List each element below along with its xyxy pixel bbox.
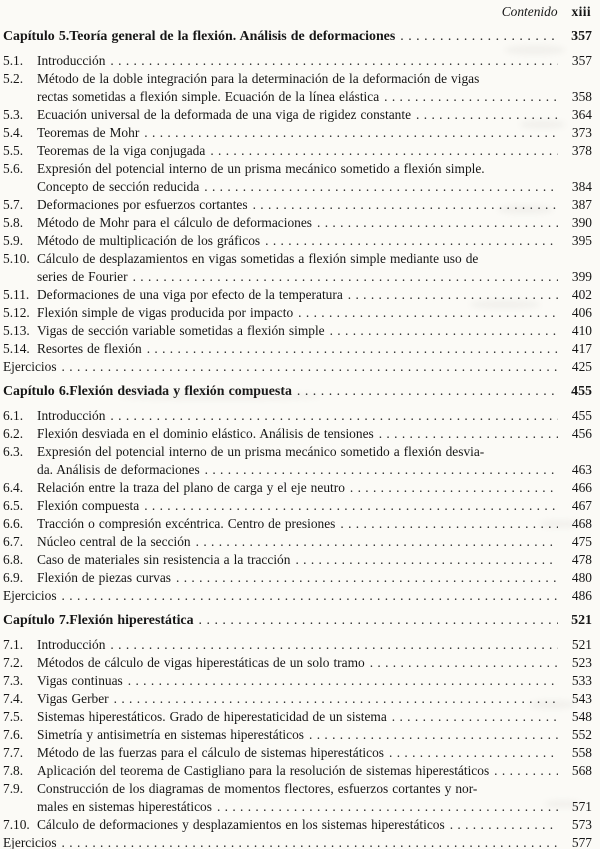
dot-leader: [330, 322, 558, 340]
dot-leader: [297, 383, 558, 401]
entry-text-line: Método de la doble integración para la determinación de la deformación de vigas: [37, 71, 480, 86]
entry-body: [37, 569, 592, 587]
dot-leader: [114, 690, 558, 708]
entry-title: Introducción: [37, 637, 106, 652]
entry-page-number: 373: [571, 125, 592, 140]
chapter-title: Teoría general de la flexión. Análisis de deformaciones: [69, 29, 396, 44]
chapter-page-number: 357: [571, 29, 592, 44]
entry-title: Ejercicios: [3, 588, 57, 603]
entry-title: Aplicación del teorema de Castigliano para la resolución de sistemas hiperestáticos: [37, 763, 490, 778]
dot-leader: [144, 124, 558, 142]
section-number: 7.1.: [3, 637, 24, 652]
dot-leader: [379, 425, 558, 443]
entry-body: [37, 443, 592, 479]
entry-page-number: 558: [571, 745, 592, 760]
entry-page-number: 466: [571, 480, 592, 495]
dot-leader: [199, 612, 558, 630]
entry-page-number: 417: [571, 341, 592, 356]
section-number: 7.7.: [3, 745, 24, 760]
entry-page-number: 521: [571, 637, 592, 652]
section-number: 6.5.: [3, 498, 24, 513]
entry-title: Sistemas hiperestáticos. Grado de hiperestaticidad de un sistema: [37, 709, 387, 724]
section-number: 6.1.: [3, 408, 24, 423]
dot-leader: [176, 569, 558, 587]
entry-page-number: 390: [571, 215, 592, 230]
toc-entry: [3, 744, 592, 762]
dot-leader: [217, 798, 558, 816]
entry-title: series de Fourier: [37, 269, 128, 284]
entry-title: Flexión desviada en el dominio elástico. Análisis de tensiones: [37, 426, 374, 441]
dot-leader: [309, 726, 558, 744]
section-number: 5.10.: [3, 251, 30, 266]
entry-body: [37, 425, 592, 443]
entry-title: Simetría y antisimetría en sistemas hiperestáticos: [37, 727, 305, 742]
dot-leader: [298, 304, 558, 322]
toc-entry: [3, 160, 592, 196]
entry-title: Métodos de cálculo de vigas hiperestáticas de un solo tramo: [37, 655, 365, 670]
toc-entry: [3, 636, 592, 654]
entry-body: [3, 834, 592, 849]
entry-title: Caso de materiales sin resistencia a la tracción: [37, 552, 291, 567]
entry-title: Ejercicios: [3, 835, 57, 849]
entry-page-number: 358: [571, 89, 592, 104]
toc-entry: [3, 497, 592, 515]
entry-page-number: 478: [571, 552, 592, 567]
entry-body: [37, 304, 592, 322]
entry-title: Tracción o compresión excéntrica. Centro de presiones: [37, 516, 336, 531]
entry-last-line: [37, 106, 592, 124]
section-number: 7.4.: [3, 691, 24, 706]
chapter-heading: [3, 383, 592, 401]
entry-title: da. Análisis de deformaciones: [37, 462, 200, 477]
entry-page-number: 475: [571, 534, 592, 549]
section-number: 6.7.: [3, 534, 24, 549]
chapter-label: Capítulo 6.: [3, 384, 70, 399]
toc-entry: [3, 322, 592, 340]
section-number: 6.2.: [3, 426, 24, 441]
entry-page-number: 568: [571, 763, 592, 778]
dot-leader: [317, 214, 558, 232]
toc-entry: [3, 654, 592, 672]
entry-page-number: 364: [571, 107, 592, 122]
entry-body: [37, 124, 592, 142]
entry-last-line: [37, 798, 592, 816]
entry-page-number: 523: [571, 655, 592, 670]
entry-page-number: 573: [571, 817, 592, 832]
entry-last-line: [37, 636, 592, 654]
entry-body: [37, 214, 592, 232]
section-number: 5.11.: [3, 287, 30, 302]
entry-body: [37, 816, 592, 834]
toc-entry: [3, 551, 592, 569]
section-number: 5.8.: [3, 215, 24, 230]
entry-title: Deformaciones por esfuerzos cortantes: [37, 197, 248, 212]
entry-title: Vigas continuas: [37, 673, 123, 688]
entry-title: Método de las fuerzas para el cálculo de sistemas hiperestáticos: [37, 745, 384, 760]
toc-entry: [3, 834, 592, 849]
section-number: 5.7.: [3, 197, 24, 212]
chapter-page-number: 455: [571, 384, 592, 399]
section-number: 7.2.: [3, 655, 24, 670]
entry-last-line: [37, 340, 592, 358]
toc-entry: [3, 250, 592, 286]
entry-page-number: 571: [571, 799, 592, 814]
entry-title: Flexión de piezas curvas: [37, 570, 172, 585]
dot-leader: [450, 816, 558, 834]
entry-text-line: Cálculo de desplazamientos en vigas sometidas a flexión simple mediante uso de: [37, 251, 479, 266]
entry-page-number: 463: [571, 462, 592, 477]
running-header: [3, 3, 592, 21]
section-number: 7.10.: [3, 817, 30, 832]
entry-body: [37, 636, 592, 654]
entry-last-line: [37, 142, 592, 160]
dot-leader: [62, 834, 558, 849]
folio-page-number: xiii: [571, 4, 591, 19]
toc-entry: [3, 142, 592, 160]
section-number: 7.5.: [3, 709, 24, 724]
entry-title: males en sistemas hiperestáticos: [37, 799, 212, 814]
entry-page-number: 357: [571, 53, 592, 68]
toc-entry: [3, 304, 592, 322]
dot-leader: [295, 551, 558, 569]
section-number: 6.3.: [3, 444, 24, 459]
dot-leader: [370, 654, 558, 672]
toc-entry: [3, 515, 592, 533]
entry-page-number: 486: [571, 588, 592, 603]
entry-body: [37, 479, 592, 497]
section-number: 6.9.: [3, 570, 24, 585]
entry-page-number: 468: [571, 516, 592, 531]
entry-body: [37, 708, 592, 726]
section-number: 7.3.: [3, 673, 24, 688]
entry-last-line: [37, 124, 592, 142]
entry-last-line: [37, 515, 592, 533]
entry-last-line: [37, 461, 592, 479]
entry-last-line: [37, 178, 592, 196]
entry-last-line: [37, 708, 592, 726]
section-number: 5.1.: [3, 53, 24, 68]
chapter-title: Flexión hiperestática: [69, 613, 194, 628]
toc-entry: [3, 214, 592, 232]
entry-text-line: Expresión del potencial interno de un prisma mecánico sometido a flexión simple.: [37, 161, 485, 176]
section-number: 5.2.: [3, 71, 24, 86]
dot-leader: [384, 88, 558, 106]
entry-title: Introducción: [37, 53, 106, 68]
entry-body: [37, 250, 592, 286]
entry-page-number: 378: [571, 143, 592, 158]
entry-title: Deformaciones de una viga por efecto de la temperatura: [37, 287, 343, 302]
entry-title: Vigas de sección variable sometidas a flexión simple: [37, 323, 325, 338]
entry-body: [37, 762, 592, 780]
section-number: 6.4.: [3, 480, 24, 495]
entry-body: [3, 587, 592, 605]
entry-page-number: 467: [571, 498, 592, 513]
entry-body: [37, 497, 592, 515]
running-title: Contenido: [501, 4, 558, 19]
entry-title: Resortes de flexión: [37, 341, 142, 356]
entry-page-number: 456: [571, 426, 592, 441]
entry-body: [37, 726, 592, 744]
entry-body: [37, 654, 592, 672]
entry-last-line: [37, 52, 592, 70]
entry-last-line: [37, 744, 592, 762]
entry-last-line: [37, 322, 592, 340]
dot-leader: [348, 286, 558, 304]
entry-last-line: [37, 268, 592, 286]
entry-body: [37, 142, 592, 160]
section-number: 7.8.: [3, 763, 24, 778]
section-number: 6.8.: [3, 552, 24, 567]
entry-page-number: 384: [571, 179, 592, 194]
entry-body: [37, 160, 592, 196]
section-number: 5.3.: [3, 107, 24, 122]
toc-entry: [3, 587, 592, 605]
entry-last-line: [37, 286, 592, 304]
toc-entry: [3, 70, 592, 106]
entry-last-line: [3, 358, 592, 376]
toc-entry: [3, 52, 592, 70]
dot-leader: [205, 461, 558, 479]
dot-leader: [133, 268, 558, 286]
dot-leader: [350, 479, 558, 497]
entry-title: Flexión compuesta: [37, 498, 140, 513]
entry-page-number: 577: [571, 835, 592, 849]
dot-leader: [144, 497, 558, 515]
dot-leader: [128, 672, 558, 690]
entry-last-line: [37, 533, 592, 551]
toc-entry: [3, 569, 592, 587]
dot-leader: [204, 178, 558, 196]
entry-page-number: 395: [571, 233, 592, 248]
dot-leader: [210, 142, 558, 160]
entry-title: Ecuación universal de la deformada de una viga de rigidez constante: [37, 107, 412, 122]
section-number: 5.6.: [3, 161, 24, 176]
entry-title: Teoremas de la viga conjugada: [37, 143, 206, 158]
entry-body: [37, 690, 592, 708]
entry-title: Ejercicios: [3, 359, 57, 374]
toc-entry: [3, 407, 592, 425]
entry-page-number: 548: [571, 709, 592, 724]
entry-last-line: [37, 425, 592, 443]
toc-entry: [3, 479, 592, 497]
section-number: 5.5.: [3, 143, 24, 158]
toc-entry: [3, 726, 592, 744]
toc-entry: [3, 708, 592, 726]
entry-last-line: [37, 569, 592, 587]
dot-leader: [400, 28, 558, 46]
entry-body: [37, 744, 592, 762]
entry-title: Cálculo de deformaciones y desplazamientos en los sistemas hiperestáticos: [37, 817, 445, 832]
dot-leader: [110, 636, 558, 654]
entry-last-line: [3, 834, 592, 849]
toc-entry: [3, 106, 592, 124]
entry-body: [37, 551, 592, 569]
chapter-label: Capítulo 5.: [3, 29, 70, 44]
dot-leader: [416, 106, 558, 124]
entry-page-number: 406: [571, 305, 592, 320]
entry-title: Introducción: [37, 408, 106, 423]
entry-body: [37, 106, 592, 124]
entry-page-number: 425: [571, 359, 592, 374]
dot-leader: [147, 340, 558, 358]
entry-page-number: 410: [571, 323, 592, 338]
entry-body: [37, 286, 592, 304]
entry-last-line: [37, 479, 592, 497]
dot-leader: [253, 196, 558, 214]
chapter-title: Flexión desviada y flexión compuesta: [69, 384, 292, 399]
entry-last-line: [37, 551, 592, 569]
entry-last-line: [37, 654, 592, 672]
toc-entry: [3, 286, 592, 304]
entry-body: [37, 515, 592, 533]
entry-body: [37, 322, 592, 340]
entry-page-number: 387: [571, 197, 592, 212]
entry-body: [37, 780, 592, 816]
entry-last-line: [37, 816, 592, 834]
section-number: 6.6.: [3, 516, 24, 531]
dot-leader: [196, 533, 558, 551]
entry-title: Teoremas de Mohr: [37, 125, 140, 140]
dot-leader: [62, 587, 558, 605]
entry-page-number: 552: [571, 727, 592, 742]
section-number: 5.9.: [3, 233, 24, 248]
section-number: 5.13.: [3, 323, 30, 338]
toc-entry: [3, 780, 592, 816]
entry-body: [3, 358, 592, 376]
entry-page-number: 399: [571, 269, 592, 284]
entry-page-number: 543: [571, 691, 592, 706]
entry-page-number: 480: [571, 570, 592, 585]
entry-text-line: Construcción de los diagramas de momentos flectores, esfuerzos cortantes y nor-: [37, 781, 478, 796]
entry-page-number: 533: [571, 673, 592, 688]
toc-entry: [3, 533, 592, 551]
entry-title: Método de Mohr para el cálculo de deformaciones: [37, 215, 313, 230]
entry-last-line: [37, 762, 592, 780]
dot-leader: [389, 744, 558, 762]
entry-page-number: 455: [571, 408, 592, 423]
dot-leader: [110, 52, 558, 70]
toc-list: [3, 28, 592, 849]
section-number: 7.6.: [3, 727, 24, 742]
toc-entry: [3, 425, 592, 443]
toc-entry: [3, 232, 592, 250]
entry-title: Vigas Gerber: [37, 691, 109, 706]
entry-body: [37, 196, 592, 214]
entry-body: [37, 407, 592, 425]
toc-entry: [3, 816, 592, 834]
toc-entry: [3, 762, 592, 780]
section-number: 5.4.: [3, 125, 24, 140]
entry-body: [37, 70, 592, 106]
entry-last-line: [37, 214, 592, 232]
dot-leader: [392, 708, 558, 726]
toc-entry: [3, 196, 592, 214]
entry-last-line: [37, 232, 592, 250]
toc-entry: [3, 690, 592, 708]
entry-last-line: [37, 196, 592, 214]
entry-title: Concepto de sección reducida: [37, 179, 200, 194]
entry-last-line: [37, 672, 592, 690]
chapter-page-number: 521: [571, 613, 592, 628]
chapter-heading: [3, 612, 592, 630]
entry-last-line: [37, 726, 592, 744]
entry-title: Flexión simple de vigas producida por impacto: [37, 305, 294, 320]
entry-page-number: 402: [571, 287, 592, 302]
dot-leader: [110, 407, 558, 425]
entry-last-line: [3, 587, 592, 605]
chapter-heading: [3, 28, 592, 46]
dot-leader: [340, 515, 558, 533]
entry-last-line: [37, 88, 592, 106]
section-number: 7.9.: [3, 781, 24, 796]
section-number: 5.14.: [3, 341, 30, 356]
entry-text-line: Expresión del potencial interno de un prisma mecánico sometido a flexión desvia-: [37, 444, 485, 459]
chapter-label: Capítulo 7.: [3, 613, 70, 628]
entry-title: Método de multiplicación de los gráficos: [37, 233, 261, 248]
dot-leader: [265, 232, 558, 250]
entry-title: rectas sometidas a flexión simple. Ecuación de la línea elástica: [37, 89, 380, 104]
entry-last-line: [37, 497, 592, 515]
toc-entry: [3, 124, 592, 142]
dot-leader: [62, 358, 558, 376]
entry-last-line: [37, 690, 592, 708]
toc-entry: [3, 672, 592, 690]
entry-title: Relación entre la traza del plano de carga y el eje neutro: [37, 480, 345, 495]
entry-title: Núcleo central de la sección: [37, 534, 191, 549]
entry-body: [37, 340, 592, 358]
entry-body: [37, 672, 592, 690]
entry-body: [37, 52, 592, 70]
entry-body: [37, 232, 592, 250]
section-number: 5.12.: [3, 305, 30, 320]
entry-last-line: [37, 407, 592, 425]
entry-body: [37, 533, 592, 551]
toc-entry: [3, 443, 592, 479]
dot-leader: [494, 762, 558, 780]
toc-entry: [3, 340, 592, 358]
toc-entry: [3, 358, 592, 376]
entry-last-line: [37, 304, 592, 322]
